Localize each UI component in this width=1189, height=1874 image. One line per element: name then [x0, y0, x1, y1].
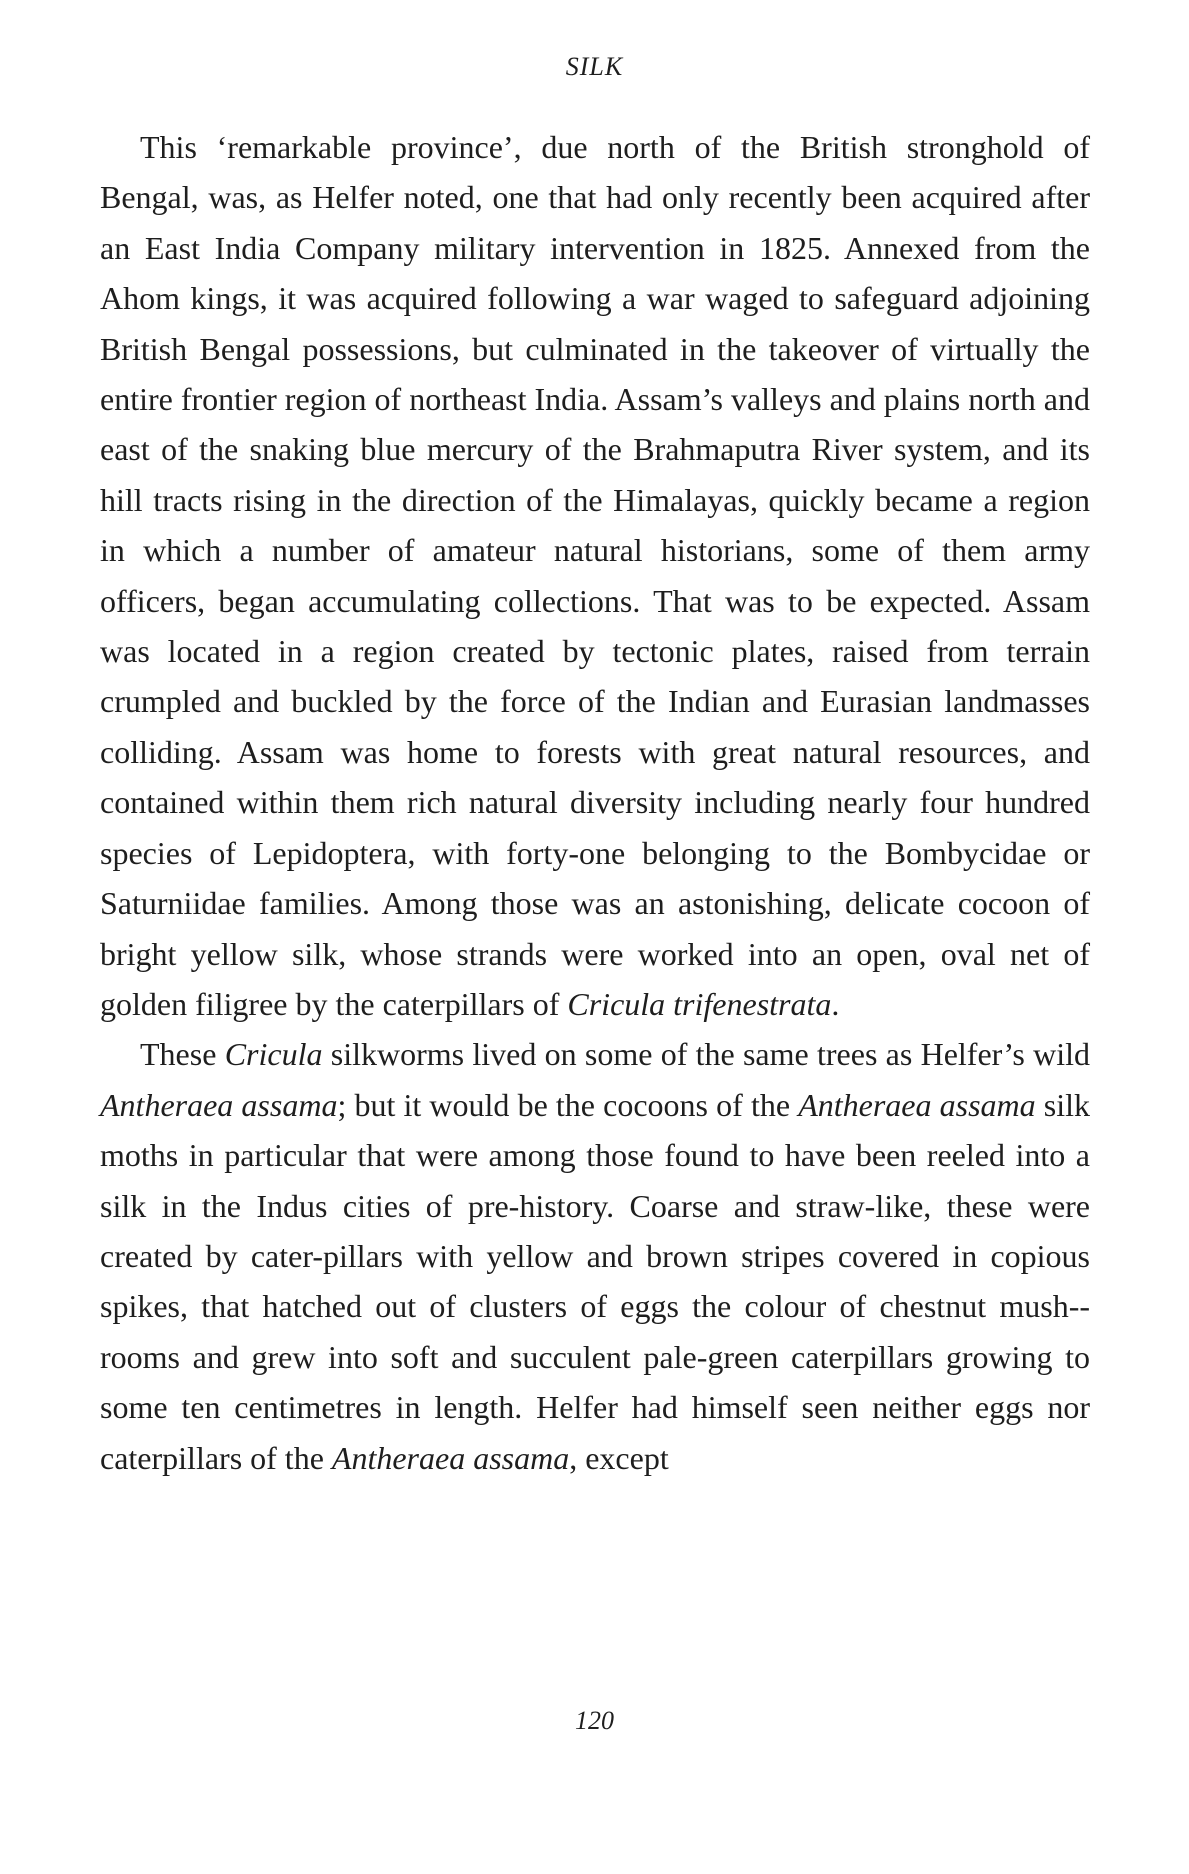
running-head: SILK: [565, 52, 624, 81]
text-run: silkworms lived on some of the same trees as Helfer’s wild: [322, 1036, 1091, 1073]
text-run: .: [831, 985, 840, 1022]
text-run: ; but it would be the cocoons of the: [337, 1086, 799, 1123]
text-run: This ‘remarkable province’, due north of the British stronghold of Bengal, was, as Helfer noted, one that had only recently been acquired after an East India Company military intervention in 1825. Annexed from the Ahom kings, it was acquired following a war waged to safeguard adjoining British Bengal possessions, but culminated in the takeover of virtually the entire frontier region of northeast India. Assam’s valleys and plains north and east of the snaking blue mercury of the Brahmaputra River system, and its hill tracts rising in the direction of the Himalayas, quickly became a region in which a number of amateur natural historians, some of them army officers, began accumulating collections. That was to be expected. Assam was located in a region created by tectonic plates, raised from terrain crumpled and buckled by the force of the Indian and Eurasian landmasses colliding. Assam was home to forests with great natural resources, and contained within them rich natural diversity including nearly four hundred species of Lepidoptera, with forty-one belonging to the Bombycidae or Saturniidae families. Among those was an astonishing, delicate cocoon of bright yellow silk, whose strands were worked into an open, oval net of golden filigree by the caterpillars of: [100, 129, 1090, 1022]
paragraph: [100, 1029, 1090, 1483]
page-number: 120: [575, 1706, 614, 1735]
italic-term: Cricula: [224, 1036, 323, 1073]
italic-term: Antheraea assama: [100, 1086, 338, 1123]
text-run: , except: [569, 1439, 669, 1476]
body-text: [100, 122, 1090, 1483]
text-run: These: [140, 1036, 225, 1073]
text-run: silk moths in particular that were among those found to have been reeled into a silk in the Indus cities of pre-history. Coarse and straw-like, these were created by cater-pillars with yellow and brown stripes covered in copious spikes, that hatched out of clusters of eggs the colour of chestnut mush-rooms and grew into soft and succulent pale-green caterpillars growing to some ten centimetres in length. Helfer had himself seen neither eggs nor caterpillars of the: [100, 1086, 1091, 1476]
paragraph: [100, 122, 1090, 1029]
italic-term: Cricula trifenestrata: [567, 985, 832, 1022]
italic-term: Antheraea assama: [331, 1439, 570, 1476]
italic-term: Antheraea assama: [798, 1086, 1036, 1123]
